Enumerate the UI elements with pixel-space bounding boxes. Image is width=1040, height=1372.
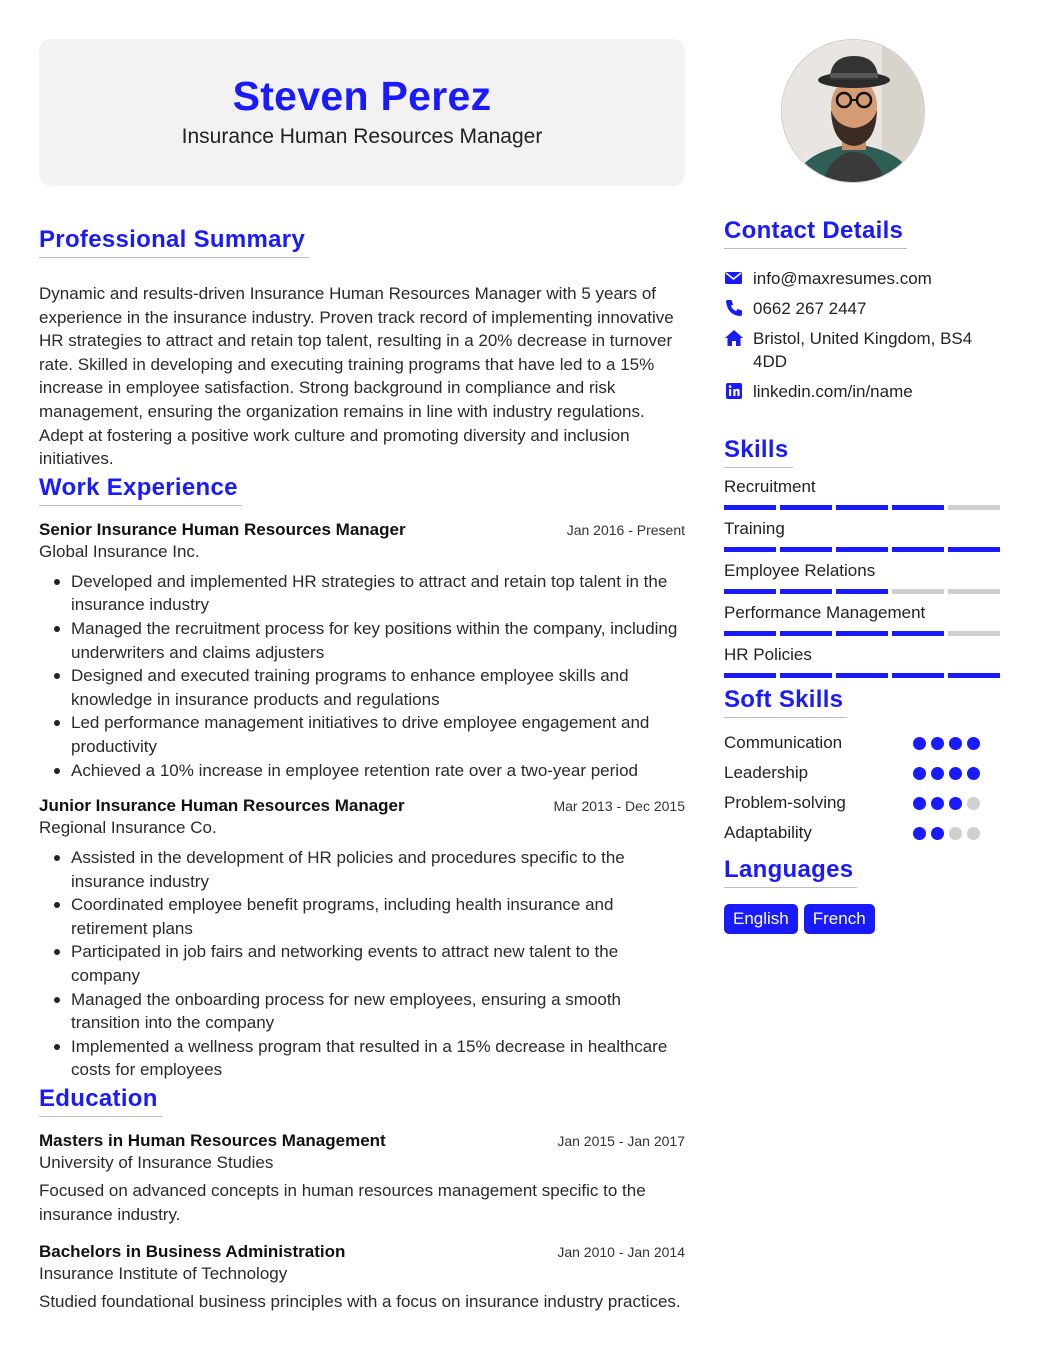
rating-dot (967, 737, 980, 750)
contact-heading: Contact Details (724, 217, 907, 249)
skill-level-bar (724, 673, 1004, 678)
bullet-item: Achieved a 10% increase in employee retention rate over a two-year period (39, 759, 685, 783)
skill-level-segment (948, 505, 1000, 510)
skill-level-segment (724, 589, 776, 594)
rating-dot (949, 737, 962, 750)
rating-dot (913, 827, 926, 840)
skill-level-segment (780, 589, 832, 594)
rating-dot (967, 767, 980, 780)
education-date: Jan 2015 - Jan 2017 (557, 1133, 685, 1150)
contact-address (724, 327, 1004, 373)
rating-dot (949, 827, 962, 840)
soft-skills-section (724, 686, 1004, 848)
skill-item (724, 644, 1004, 678)
bullet-item: Managed the recruitment process for key positions within the company, including underwriters and claims adjusters (39, 617, 685, 664)
summary-section (39, 226, 685, 471)
bullet-item: Assisted in the development of HR policies and procedures specific to the insurance industry (39, 846, 685, 893)
languages-heading: Languages (724, 856, 857, 888)
rating-dot (913, 767, 926, 780)
candidate-title: Insurance Human Resources Manager (181, 125, 543, 148)
skill-level-bar (724, 505, 1004, 510)
education-date: Jan 2010 - Jan 2014 (557, 1244, 685, 1261)
skill-level-segment (836, 631, 888, 636)
experience-section (39, 474, 685, 1082)
soft-skill-name: Communication (724, 733, 843, 752)
soft-skill-rating (913, 827, 980, 840)
skill-level-bar (724, 589, 1004, 594)
education-description: Focused on advanced concepts in human resources management specific to the insurance industry. (39, 1181, 646, 1224)
job-bullets (39, 570, 685, 782)
soft-skill-name: Adaptability (724, 823, 812, 842)
rating-dot (931, 737, 944, 750)
education-entry (39, 1242, 685, 1314)
rating-dot (949, 767, 962, 780)
skill-level-segment (836, 547, 888, 552)
linkedin-icon (724, 381, 744, 401)
education-entry (39, 1131, 685, 1226)
main-column (39, 39, 685, 1314)
bullet-item: Designed and executed training programs to enhance employee skills and knowledge in insurance products and regulations (39, 664, 685, 711)
skill-name: Training (724, 519, 785, 538)
job-date: Jan 2016 - Present (566, 521, 685, 538)
skill-level-segment (892, 505, 944, 510)
degree-title: Masters in Human Resources Management (39, 1131, 386, 1151)
bullet-item: Participated in job fairs and networking events to attract new talent to the company (39, 940, 685, 987)
rating-dot (913, 797, 926, 810)
skill-item (724, 602, 1004, 636)
skill-level-segment (948, 589, 1000, 594)
skill-level-segment (724, 673, 776, 678)
education-description: Studied foundational business principles with a focus on insurance industry practices. (39, 1292, 681, 1312)
job-entry (39, 520, 685, 782)
skill-name: Recruitment (724, 477, 816, 496)
sidebar-column (724, 39, 1004, 934)
rating-dot (931, 827, 944, 840)
skill-level-segment (724, 631, 776, 636)
education-heading: Education (39, 1085, 162, 1117)
soft-skill-name: Leadership (724, 763, 809, 782)
skill-item (724, 518, 1004, 552)
skill-level-segment (948, 547, 1000, 552)
skills-heading: Skills (724, 436, 793, 468)
soft-skill-item (724, 818, 1004, 848)
skill-level-segment (948, 673, 1000, 678)
rating-dot (931, 767, 944, 780)
school-name: Insurance Institute of Technology (39, 1264, 288, 1284)
skill-level-segment (892, 673, 944, 678)
rating-dot (967, 797, 980, 810)
job-company: Global Insurance Inc. (39, 541, 200, 561)
skills-section (724, 436, 1004, 678)
bullet-item: Led performance management initiatives to drive employee engagement and productivity (39, 711, 685, 758)
job-bullets (39, 846, 685, 1082)
skill-level-segment (724, 547, 776, 552)
skill-name: Performance Management (724, 603, 926, 622)
contact-section (724, 217, 1004, 403)
job-title: Junior Insurance Human Resources Manager (39, 796, 405, 816)
skill-level-segment (780, 547, 832, 552)
email-text: info@maxresumes.com (753, 269, 932, 288)
skill-level-segment (892, 589, 944, 594)
experience-heading: Work Experience (39, 474, 242, 506)
language-badge: English (724, 904, 798, 934)
soft-skill-rating (913, 797, 980, 810)
resume-header (39, 39, 685, 186)
soft-skill-name: Problem-solving (724, 793, 846, 812)
rating-dot (949, 797, 962, 810)
school-name: University of Insurance Studies (39, 1153, 274, 1173)
candidate-name: Steven Perez (232, 73, 492, 119)
rating-dot (967, 827, 980, 840)
soft-skill-item (724, 758, 1004, 788)
skill-level-bar (724, 631, 1004, 636)
soft-skill-rating (913, 737, 980, 750)
skill-level-segment (780, 505, 832, 510)
skill-level-segment (892, 547, 944, 552)
bullet-item: Implemented a wellness program that resulted in a 15% decrease in healthcare costs for employees (39, 1035, 685, 1082)
summary-text: Dynamic and results-driven Insurance Human Resources Manager with 5 years of experience in the insurance industry. Proven track record of implementing innovative HR strategies to attract and retain top talent, resulting in a 20% decrease in turnover rate. Skilled in developing and executing training programs that have led to a 15% increase in employee satisfaction. Strong background in compliance and risk management, ensuring the organization remains in line with industry regulations. Adept at fostering a positive work culture and promoting diversity and inclusion initiatives. (39, 284, 674, 469)
skill-item (724, 476, 1004, 510)
skill-name: Employee Relations (724, 561, 876, 580)
soft-skill-rating (913, 767, 980, 780)
language-badge: French (804, 904, 875, 934)
skill-level-segment (892, 631, 944, 636)
summary-heading: Professional Summary (39, 226, 309, 258)
envelope-icon (724, 268, 744, 288)
bullet-item: Managed the onboarding process for new employees, ensuring a smooth transition into the company (39, 988, 685, 1035)
skill-level-segment (724, 505, 776, 510)
contact-linkedin[interactable] (724, 380, 1004, 403)
linkedin-text: linkedin.com/in/name (753, 382, 913, 401)
soft-skill-item (724, 728, 1004, 758)
bullet-item: Developed and implemented HR strategies to attract and retain top talent in the insurance industry (39, 570, 685, 617)
contact-phone[interactable] (724, 297, 1004, 320)
skill-name: HR Policies (724, 645, 812, 664)
skill-level-segment (948, 631, 1000, 636)
phone-icon (724, 298, 744, 318)
avatar (781, 39, 925, 183)
job-title: Senior Insurance Human Resources Manager (39, 519, 406, 539)
job-entry (39, 796, 685, 1082)
languages-section (724, 856, 1004, 934)
job-company: Regional Insurance Co. (39, 818, 217, 838)
skill-item (724, 560, 1004, 594)
degree-title: Bachelors in Business Administration (39, 1242, 346, 1262)
job-date: Mar 2013 - Dec 2015 (553, 798, 685, 815)
skill-level-segment (780, 631, 832, 636)
rating-dot (913, 737, 926, 750)
phone-text: 0662 267 2447 (753, 299, 867, 318)
education-section (39, 1085, 685, 1314)
contact-email[interactable] (724, 267, 1004, 290)
skill-level-segment (836, 673, 888, 678)
soft-skill-item (724, 788, 1004, 818)
rating-dot (931, 797, 944, 810)
skill-level-bar (724, 547, 1004, 552)
skill-level-segment (836, 505, 888, 510)
bullet-item: Coordinated employee benefit programs, including health insurance and retirement plans (39, 893, 685, 940)
soft-skills-heading: Soft Skills (724, 686, 847, 718)
home-icon (724, 328, 744, 348)
skill-level-segment (780, 673, 832, 678)
address-text: Bristol, United Kingdom, BS4 4DD (753, 329, 973, 371)
skill-level-segment (836, 589, 888, 594)
